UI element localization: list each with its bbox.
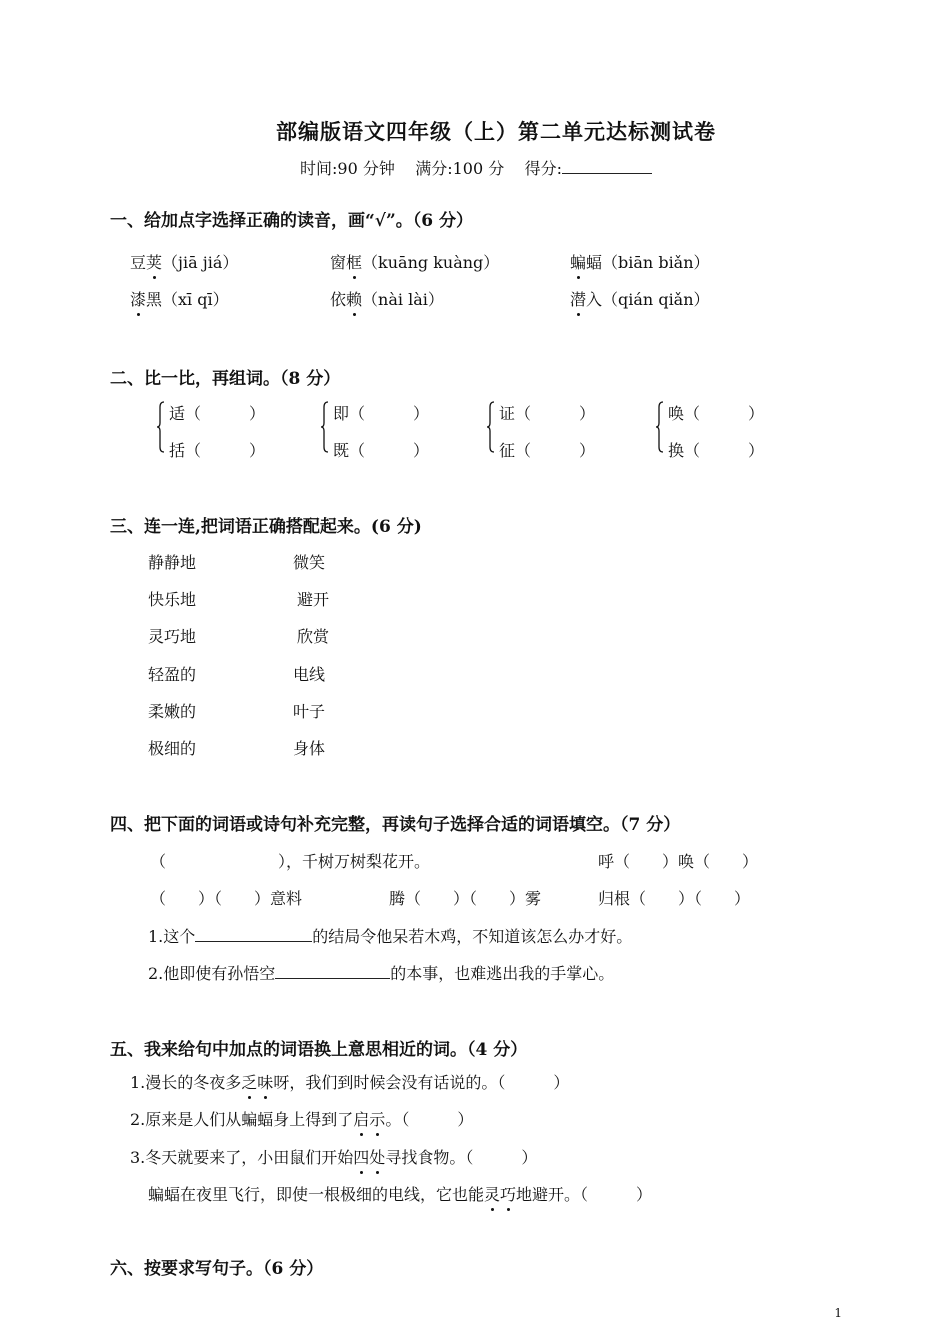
- compare-word[interactable]: 征（ ）: [499, 441, 596, 460]
- section-5-heading: 五、我来给句中加点的词语换上意思相近的词。（4 分）: [110, 1040, 528, 1060]
- score-blank[interactable]: [562, 159, 652, 174]
- compare-word[interactable]: 唤（ ）: [668, 404, 765, 423]
- pinyin-item[interactable]: 漆黑（xī qī）: [130, 287, 229, 310]
- section-3-heading: 三、连一连,把词语正确搭配起来。(6 分): [110, 517, 422, 537]
- synonym-question[interactable]: 蝙蝠在夜里飞行，即使一根极细的电线，它也能灵巧地避开。（ ）: [148, 1182, 652, 1205]
- brace-icon: [487, 401, 495, 453]
- compare-word[interactable]: 证（ ）: [499, 404, 596, 423]
- compare-word[interactable]: 适（ ）: [169, 404, 266, 423]
- compare-word[interactable]: 即（ ）: [333, 404, 430, 423]
- synonym-question[interactable]: 1.漫长的冬夜多乏味呀，我们到时候会没有话说的。（ ）: [130, 1070, 569, 1093]
- match-right-word[interactable]: 身体: [293, 739, 326, 758]
- section-1-heading: 一、给加点字选择正确的读音，画“√”。（6 分）: [110, 211, 473, 231]
- pinyin-item[interactable]: 蝙蝠（biān biǎn）: [570, 250, 710, 273]
- brace-icon: [321, 401, 329, 453]
- answer-blank[interactable]: [275, 962, 390, 979]
- synonym-question[interactable]: 2.原来是人们从蝙蝠身上得到了启示。（ ）: [130, 1107, 473, 1130]
- brace-icon: [656, 401, 664, 453]
- match-left-word[interactable]: 灵巧地: [148, 627, 197, 646]
- full-score: 满分:100 分: [415, 159, 505, 178]
- match-right-word[interactable]: 叶子: [293, 702, 326, 721]
- match-left-word[interactable]: 极细的: [148, 739, 197, 758]
- pinyin-item[interactable]: 潜入（qián qiǎn）: [570, 287, 710, 310]
- match-right-word[interactable]: 电线: [293, 665, 326, 684]
- match-left-word[interactable]: 轻盈的: [148, 665, 197, 684]
- synonym-question[interactable]: 3.冬天就要来了，小田鼠们开始四处寻找食物。（ ）: [130, 1145, 537, 1168]
- page-title: 部编版语文四年级（上）第二单元达标测试卷: [276, 119, 716, 144]
- match-right-word[interactable]: 微笑: [293, 553, 326, 572]
- fill-idiom[interactable]: 归根（ ）（ ）: [598, 889, 751, 908]
- fill-idiom[interactable]: 腾（ ）（ ）雾: [389, 889, 542, 908]
- compare-word[interactable]: 括（ ）: [169, 441, 266, 460]
- compare-pair: [321, 401, 461, 461]
- fill-poem-line[interactable]: （ ），千树万树梨花开。: [150, 852, 431, 871]
- fill-sentence-1: 1.这个 的结局令他呆若木鸡，不知道该怎么办才好。: [148, 927, 633, 946]
- section-6-heading: 六、按要求写句子。（6 分）: [110, 1259, 324, 1279]
- score-label: 得分:: [524, 159, 562, 178]
- match-left-word[interactable]: 静静地: [148, 553, 197, 572]
- match-right-word[interactable]: 避开: [297, 590, 330, 609]
- page-number: 1: [834, 1306, 842, 1320]
- fill-sentence-2: 2.他即使有孙悟空 的本事，也难逃出我的手掌心。: [148, 964, 615, 983]
- compare-pair: [656, 401, 796, 461]
- pinyin-item[interactable]: 依赖（nài lài）: [330, 287, 444, 310]
- pinyin-item[interactable]: 窗框（kuāng kuàng）: [330, 250, 499, 273]
- match-left-word[interactable]: 快乐地: [148, 590, 197, 609]
- compare-word[interactable]: 既（ ）: [333, 441, 430, 460]
- brace-icon: [157, 401, 165, 453]
- match-right-word[interactable]: 欣赏: [297, 627, 330, 646]
- exam-meta: [300, 156, 652, 179]
- compare-pair: [157, 401, 297, 461]
- section-4-heading: 四、把下面的词语或诗句补充完整，再读句子选择合适的词语填空。（7 分）: [110, 815, 681, 835]
- compare-word[interactable]: 换（ ）: [668, 441, 765, 460]
- section-2-heading: 二、比一比，再组词。（8 分）: [110, 369, 341, 389]
- pinyin-item[interactable]: 豆荚（jiā jiá）: [130, 250, 238, 273]
- match-left-word[interactable]: 柔嫩的: [148, 702, 197, 721]
- fill-idiom[interactable]: （ ）（ ）意料: [150, 889, 303, 908]
- fill-idiom[interactable]: 呼（ ）唤（ ）: [598, 852, 759, 871]
- time-limit: 时间:90 分钟: [300, 159, 395, 178]
- compare-pair: [487, 401, 627, 461]
- answer-blank[interactable]: [195, 925, 312, 942]
